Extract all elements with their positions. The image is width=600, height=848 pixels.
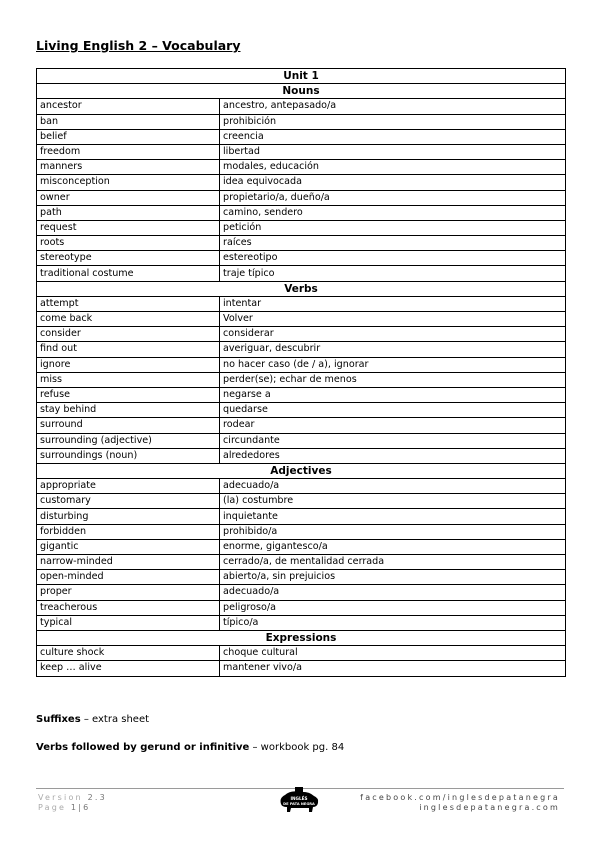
spanish-translation: Volver [220, 312, 566, 327]
english-term: consider [37, 327, 220, 342]
spanish-translation: prohibido/a [220, 524, 566, 539]
spanish-translation: típico/a [220, 615, 566, 630]
spanish-translation: petición [220, 220, 566, 235]
suffixes-text: – extra sheet [80, 714, 150, 725]
table-row [37, 175, 566, 190]
table-row [37, 539, 566, 554]
spanish-translation: estereotipo [220, 251, 566, 266]
spanish-translation: camino, sendero [220, 205, 566, 220]
table-row [37, 433, 566, 448]
spanish-translation: abierto/a, sin prejuicios [220, 570, 566, 585]
gerund-label: Verbs followed by gerund or infinitive [36, 742, 250, 753]
spanish-translation: averiguar, descubrir [220, 342, 566, 357]
spanish-translation: enorme, gigantesco/a [220, 539, 566, 554]
table-row [37, 114, 566, 129]
table-row [37, 220, 566, 235]
english-term: surroundings (noun) [37, 448, 220, 463]
table-row [37, 327, 566, 342]
table-row [37, 236, 566, 251]
english-term: gigantic [37, 539, 220, 554]
table-row [37, 600, 566, 615]
table-row [37, 99, 566, 114]
spanish-translation: cerrado/a, de mentalidad cerrada [220, 555, 566, 570]
spanish-translation: creencia [220, 129, 566, 144]
table-row [37, 312, 566, 327]
english-term: open-minded [37, 570, 220, 585]
table-row [37, 585, 566, 600]
table-row [37, 509, 566, 524]
table-row [37, 205, 566, 220]
table-row [37, 494, 566, 509]
table-row [37, 615, 566, 630]
english-term: misconception [37, 175, 220, 190]
footer-links [360, 793, 560, 813]
spanish-translation: circundante [220, 433, 566, 448]
table-row [37, 190, 566, 205]
page-label: Page [38, 803, 67, 812]
footer-version-block [38, 793, 107, 813]
english-term: ancestor [37, 99, 220, 114]
section-heading-row [37, 630, 566, 645]
english-term: ignore [37, 357, 220, 372]
website-link[interactable]: inglesdepatanegra.com [419, 803, 560, 812]
logo-text-bottom: DE PATA NEGRA [283, 802, 315, 806]
section-heading-row [37, 281, 566, 296]
spanish-translation: considerar [220, 327, 566, 342]
english-term: disturbing [37, 509, 220, 524]
english-term: attempt [37, 296, 220, 311]
vocabulary-table-body [37, 69, 566, 677]
table-row [37, 296, 566, 311]
gerund-text: – workbook pg. 84 [249, 742, 345, 753]
table-row [37, 372, 566, 387]
english-term: refuse [37, 387, 220, 402]
spanish-translation: (la) costumbre [220, 494, 566, 509]
spanish-translation: no hacer caso (de / a), ignorar [220, 357, 566, 372]
page-number: 1|6 [70, 803, 91, 812]
section-heading: Nouns [37, 84, 566, 99]
suffixes-note [36, 714, 149, 725]
document-title: Living English 2 – Vocabulary [36, 38, 241, 53]
spanish-translation: choque cultural [220, 646, 566, 661]
spanish-translation: raíces [220, 236, 566, 251]
spanish-translation: ancestro, antepasado/a [220, 99, 566, 114]
english-term: culture shock [37, 646, 220, 661]
spanish-translation: idea equivocada [220, 175, 566, 190]
gerund-note [36, 742, 344, 753]
section-heading: Expressions [37, 630, 566, 645]
table-row [37, 266, 566, 281]
logo-text-top: INGLÉS [290, 796, 308, 801]
english-term: customary [37, 494, 220, 509]
spanish-translation: adecuado/a [220, 479, 566, 494]
english-term: miss [37, 372, 220, 387]
table-row [37, 661, 566, 676]
english-term: belief [37, 129, 220, 144]
spanish-translation: libertad [220, 144, 566, 159]
spanish-translation: quedarse [220, 403, 566, 418]
spanish-translation: peligroso/a [220, 600, 566, 615]
english-term: manners [37, 160, 220, 175]
spanish-translation: mantener vivo/a [220, 661, 566, 676]
english-term: freedom [37, 144, 220, 159]
table-row [37, 418, 566, 433]
table-row [37, 403, 566, 418]
table-row [37, 357, 566, 372]
spanish-translation: intentar [220, 296, 566, 311]
table-row [37, 129, 566, 144]
facebook-link[interactable]: facebook.com/inglesdepatanegra [360, 793, 560, 802]
table-row [37, 570, 566, 585]
table-row [37, 555, 566, 570]
table-row [37, 144, 566, 159]
english-term: owner [37, 190, 220, 205]
english-term: find out [37, 342, 220, 357]
english-term: path [37, 205, 220, 220]
spanish-translation: negarse a [220, 387, 566, 402]
spanish-translation: alrededores [220, 448, 566, 463]
english-term: forbidden [37, 524, 220, 539]
english-term: stay behind [37, 403, 220, 418]
section-heading-row [37, 84, 566, 99]
table-row [37, 479, 566, 494]
english-term: traditional costume [37, 266, 220, 281]
english-term: stereotype [37, 251, 220, 266]
english-term: roots [37, 236, 220, 251]
spanish-translation: inquietante [220, 509, 566, 524]
spanish-translation: prohibición [220, 114, 566, 129]
table-row [37, 448, 566, 463]
english-term: request [37, 220, 220, 235]
table-row [37, 251, 566, 266]
spanish-translation: traje típico [220, 266, 566, 281]
english-term: typical [37, 615, 220, 630]
version-value: 2.3 [87, 793, 107, 802]
english-term: ban [37, 114, 220, 129]
version-label: Version [38, 793, 83, 802]
spanish-translation: rodear [220, 418, 566, 433]
table-row [37, 342, 566, 357]
spanish-translation: propietario/a, dueño/a [220, 190, 566, 205]
table-row [37, 160, 566, 175]
english-term: appropriate [37, 479, 220, 494]
table-row [37, 646, 566, 661]
pata-negra-logo-icon [277, 786, 321, 814]
english-term: come back [37, 312, 220, 327]
spanish-translation: perder(se); echar de menos [220, 372, 566, 387]
vocabulary-table [36, 68, 566, 677]
section-heading: Adjectives [37, 463, 566, 478]
english-term: treacherous [37, 600, 220, 615]
english-term: surrounding (adjective) [37, 433, 220, 448]
english-term: proper [37, 585, 220, 600]
spanish-translation: modales, educación [220, 160, 566, 175]
english-term: keep … alive [37, 661, 220, 676]
table-row [37, 387, 566, 402]
english-term: surround [37, 418, 220, 433]
section-heading-row [37, 463, 566, 478]
section-heading: Verbs [37, 281, 566, 296]
unit-heading: Unit 1 [37, 69, 566, 84]
english-term: narrow-minded [37, 555, 220, 570]
table-row [37, 524, 566, 539]
spanish-translation: adecuado/a [220, 585, 566, 600]
unit-row [37, 69, 566, 84]
suffixes-label: Suffixes [36, 714, 81, 725]
